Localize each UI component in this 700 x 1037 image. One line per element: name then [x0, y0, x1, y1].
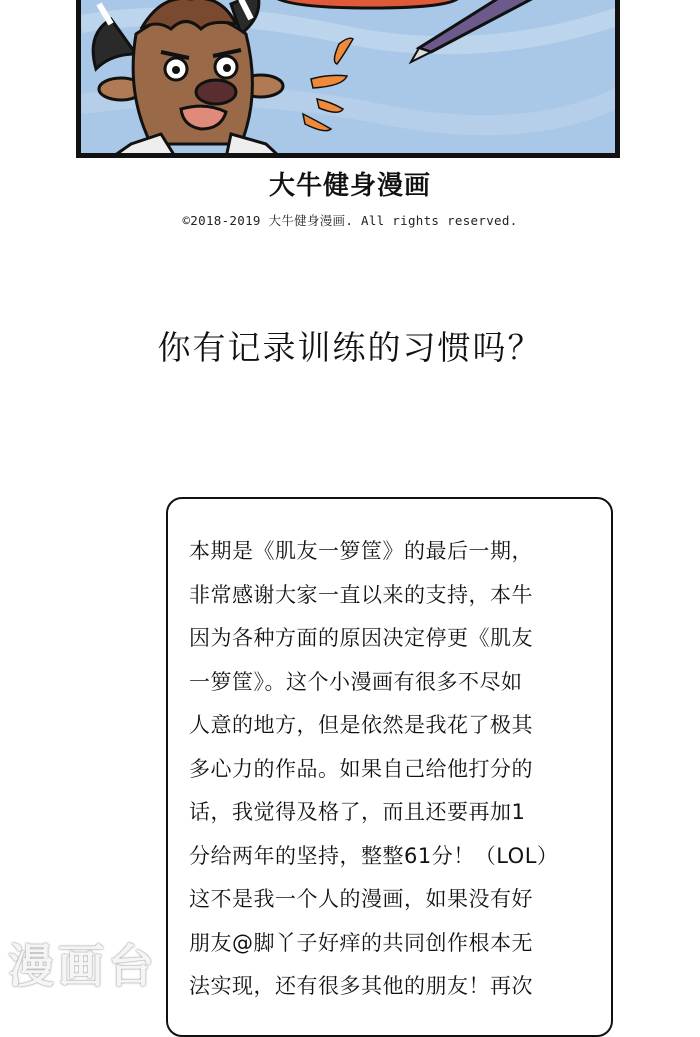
message-line: 法实现，还有很多其他的朋友！再次 — [189, 974, 533, 998]
bull-character-illustration — [81, 0, 620, 158]
comic-panel — [76, 0, 620, 158]
brand-title: 大牛健身漫画 — [268, 171, 431, 201]
message-line: 人意的地方，但是依然是我花了极其 — [189, 713, 533, 737]
question-heading: 你有记录训练的习惯吗？ — [157, 328, 543, 367]
message-line: 多心力的作品。如果自己给他打分的 — [189, 756, 533, 781]
message-line: 一箩筐》。这个小漫画有很多不尽如 — [189, 669, 523, 694]
message-line: 话，我觉得及格了，而且还要再加1 — [189, 800, 526, 824]
watermark-logo: 漫画台 — [8, 939, 158, 993]
message-line: 朋友@脚丫子好痒的共同创作根本无 — [189, 930, 533, 955]
message-text — [189, 530, 599, 1009]
message-line: 本期是《肌友一箩筐》的最后一期， — [189, 539, 533, 563]
copyright-notice: ©2018-2019 大牛健身漫画. All rights reserved. — [182, 213, 518, 228]
message-line: 因为各种方面的原因决定停更《肌友 — [189, 626, 533, 650]
message-line: 这不是我一个人的漫画，如果没有好 — [189, 887, 533, 911]
message-line: 非常感谢大家一直以来的支持，本牛 — [189, 582, 533, 607]
message-line: 分给两年的坚持，整整61分！（LOL） — [189, 843, 559, 868]
